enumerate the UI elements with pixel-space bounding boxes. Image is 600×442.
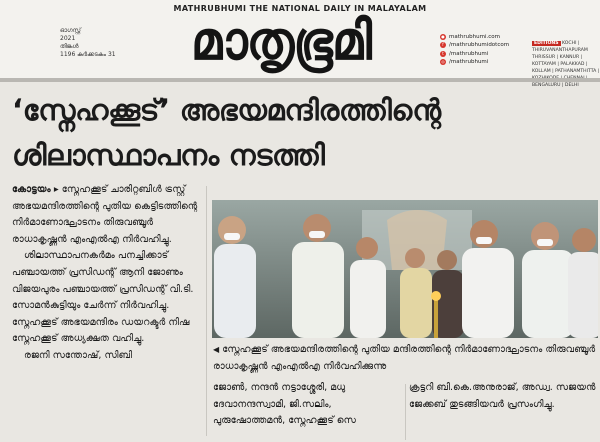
twitter-icon: t: [440, 51, 446, 57]
photo-caption: [213, 342, 599, 375]
masthead-divider: [0, 78, 600, 82]
article-paragraph-1-text: സ്നേഹക്കൂട് ചാരിറ്റബിൾ ട്രസ്റ്റ് അഭയമന്ദിരത്തിന്റെ പുതിയ കെട്ടിടത്തിന്റെ നിർമാണോദ്ഘാടനം തിരുവഞ്ചൂർ രാധാകൃഷ്ണൻ എംഎൽഎ നിർവഹിച്ചു.: [12, 184, 198, 245]
article-column-middle: ജോൺ, നന്ദൻ നട്ടാശ്ശേരി, മധു ദേവാനന്ദസ്വാമി, ജി.സലിം, പുരുഷോത്തമൻ, സ്നേഹക്കൂട് സെ: [213, 382, 356, 427]
headline-line-1: ‘സ്നേഹക്കൂട്’ അഭയമന്ദിരത്തിന്റെ: [12, 93, 441, 127]
dateline: കോട്ടയം ▸: [12, 184, 59, 195]
masthead-tagline: MATHRUBHUMI THE NATIONAL DAILY IN MALAYALAM: [173, 4, 427, 13]
social-text-web: mathrubhumi.com: [449, 34, 500, 40]
caption-arrow-icon: ◀: [213, 345, 220, 354]
article-continuation: [213, 380, 599, 440]
edition-info: [60, 27, 116, 59]
edition-month: ഓഗസ്റ്റ്: [60, 27, 81, 34]
cities-badge: EDITIONS: [534, 41, 559, 46]
social-text-facebook: /mathrubhumidotcom: [449, 42, 510, 49]
headline-line-2: ശിലാസ്ഥാപനം നടത്തി: [12, 138, 325, 172]
article-paragraph-1: [12, 182, 208, 248]
article-column-right: ക്രട്ടറി ബി.കെ.അനുരാജ്, അഡ്വ. സജയൻ ജേക്കബ് തുടങ്ങിയവർ പ്രസംഗിച്ചു.: [409, 382, 596, 410]
social-row-instagram: [440, 58, 509, 66]
edition-day: തിങ്കൾ: [60, 43, 79, 50]
social-row-twitter: [440, 50, 509, 58]
news-photo: [212, 200, 598, 338]
social-text-instagram: /mathrubhumi: [449, 58, 489, 65]
social-links: [440, 33, 509, 66]
article-paragraph-3: രജനി സന്തോഷ്, സിബി: [24, 349, 133, 361]
social-row-web: [440, 33, 509, 41]
article-paragraph-2: ശിലാസ്ഥാപനകർമം പനച്ചിക്കാട് പഞ്ചായത്ത് പ്രസിഡന്റ് ആനി ജോണും വിജയപുരം പഞ്ചായത്ത് പ്രസിഡന്റ് വി.ടി. സോമൻകുട്ടിയും ചേർന്ന് നിർവഹിച്ചു. സ്നേഹക്കൂട് അഭയമന്ദിരം ഡയറക്ടർ നിഷ സ്നേഹക്കൂട് അധ്യക്ഷത വഹിച്ചു.: [12, 250, 194, 345]
column-divider: [206, 186, 207, 436]
headline: [12, 88, 600, 178]
edition-year: 2021: [60, 35, 76, 42]
globe-icon: ●: [441, 34, 445, 40]
news-photo-illustration: [212, 200, 598, 338]
cities-list: KOCHI | THIRUVANANTHAPURAM THRISSUR | KANNUR | KOTTAYAM | PALAKKAD | KOLLAM | PATHANAMTHITTA | BENGALURU | DELHI: [532, 41, 600, 88]
photo-caption-text: സ്നേഹക്കൂട് അഭയമന്ദിരത്തിന്റെ പുതിയ മന്ദിരത്തിന്റെ നിർമാണോദ്ഘാടനം തിരുവഞ്ചൂർ രാധാകൃഷ്ണൻ എംഎൽഎ നിർവഹിക്കുന്നു: [213, 344, 596, 372]
newspaper-logo: മാതൃഭൂമി: [190, 10, 372, 72]
article-column-left: [12, 182, 208, 365]
edition-malayalam-date: 1196 കർക്കടകം 31: [60, 51, 116, 58]
masthead: [0, 0, 600, 88]
facebook-icon: f: [440, 42, 446, 48]
sub-column-divider: [405, 384, 406, 440]
instagram-icon: ◎: [441, 59, 445, 65]
social-row-facebook: [440, 41, 509, 49]
social-text-twitter: /mathrubhumi: [449, 50, 489, 57]
